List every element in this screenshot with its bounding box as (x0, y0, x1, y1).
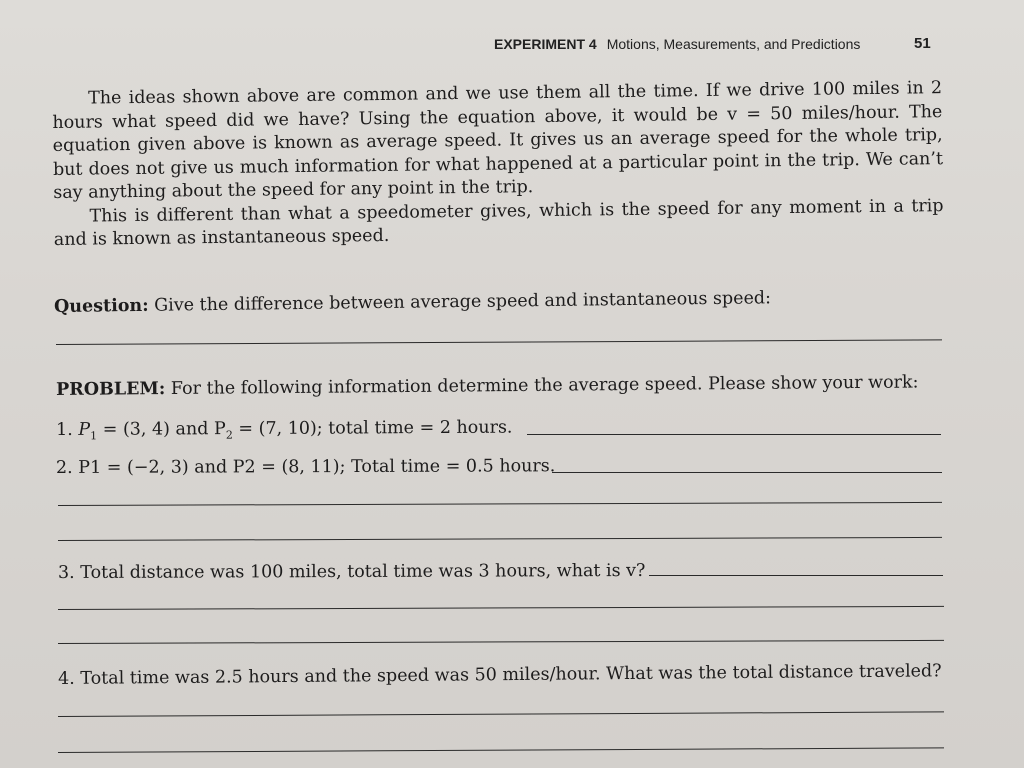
paragraph-instantaneous-speed: This is different than what a speedometer gives, which is the speed for any moment in a trip and is known as instantaneous speed. (53, 195, 944, 250)
answer-line-item-3[interactable] (649, 575, 943, 576)
answer-line-item-4b[interactable] (58, 747, 944, 753)
question-label: Question: (54, 295, 149, 317)
problem-text: For the following information determine the average speed. Please show your work: (170, 372, 919, 399)
answer-line-question[interactable] (56, 339, 942, 345)
answer-line-item-2b[interactable] (58, 502, 942, 506)
chapter-title: Motions, Measurements, and Predictions (606, 36, 861, 52)
question-text: Give the difference between average speed and instantaneous speed: (154, 288, 772, 316)
answer-line-item-2[interactable] (552, 472, 942, 473)
answer-line-item-4[interactable] (58, 711, 944, 717)
page-number: 51 (914, 35, 931, 52)
answer-line-item-2c[interactable] (58, 537, 942, 541)
experiment-label: EXPERIMENT 4 (494, 36, 597, 52)
problem-item-1: 1. $P_1 = (3$, 4) and $P_2 = (7$, 10); total time = 2 hours. (56, 417, 513, 443)
question (54, 286, 944, 317)
body-text (52, 77, 944, 252)
problem-label: PROBLEM: (56, 379, 166, 400)
problem-heading (56, 372, 946, 400)
paragraph-average-speed: The ideas shown above are common and we use them all the time. If we drive 100 miles in 2 hours what speed did we have? Using the equation above, it would be v = 50 miles/hour. The equation given above is known as average speed. It gives us an average speed for the whole trip, but does not give us much information for what happened at a particular point in the trip. We can’t say anything about the speed for any point in the trip. (52, 78, 944, 203)
running-header (494, 36, 934, 52)
problem-item-4: 4. Total time was 2.5 hours and the speed was 50 miles/hour. What was the total distance traveled? (58, 661, 942, 689)
problem-item-2: 2. P1 = (−2, 3) and P2 = (8, 11); Total time = 0.5 hours. (56, 456, 556, 478)
answer-line-item-3b[interactable] (58, 606, 944, 610)
answer-line-item-3c[interactable] (58, 640, 944, 644)
answer-line-item-1[interactable] (527, 434, 941, 435)
problem-item-3: 3. Total distance was 100 miles, total time was 3 hours, what is v? (58, 560, 646, 583)
